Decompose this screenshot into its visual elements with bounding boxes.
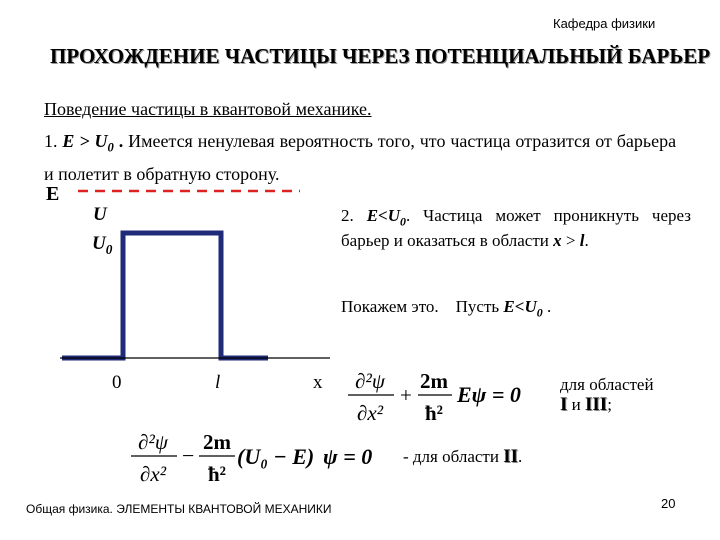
eq1-plus: + <box>400 383 412 407</box>
eq1-num-rhs: 2m <box>420 369 448 393</box>
slide-title: ПРОХОЖДЕНИЕ ЧАСТИЦЫ ЧЕРЕЗ ПОТЕНЦИАЛЬНЫЙ БАРЬЕР <box>49 44 711 68</box>
schrodinger-eq-regions-1-3 <box>344 364 534 430</box>
region-2-label: - для области II. <box>403 446 523 467</box>
case-2-paragraph: 2. $E<U_0$. Частица может проникнуть через барьер и оказаться в области x > l. <box>341 206 691 251</box>
case-1-u: $U_0$ <box>94 131 114 155</box>
eq2-num-rhs: 2m <box>203 430 231 454</box>
case-1-number: 1. <box>44 131 58 151</box>
eq1-rest: Eψ = 0 <box>457 382 521 407</box>
case-1-e: E <box>62 131 75 151</box>
schrodinger-eq-region-2 <box>127 425 389 491</box>
eq2-minus: − <box>182 443 195 468</box>
axis-x-label: x <box>313 372 323 393</box>
tick-zero: 0 <box>112 372 122 393</box>
tick-l: l <box>215 372 221 393</box>
eq2-den-lhs: ∂x² <box>140 462 166 486</box>
eq1-den-lhs: ∂x² <box>357 401 383 425</box>
eq2-den-rhs: ħ² <box>208 462 226 486</box>
potential-label: U <box>93 204 107 225</box>
case-1-paragraph: 1. $E > U_0$ . Имеется ненулевая вероятность того, что частица отразится от барьера и полетит в обратную сторону. <box>44 131 677 184</box>
barrier-height-label: $U_0$ <box>92 233 113 257</box>
eq1-num-lhs: ∂²ψ <box>355 369 385 393</box>
case-1-text: Имеется ненулевая вероятность того, что частица отразится от барьера и полетит в обратную сторону. <box>44 131 677 184</box>
slide-subtitle: Поведение частицы в квантовой механике. <box>44 99 372 119</box>
eq1-den-rhs: ħ² <box>425 401 443 425</box>
department-label: Кафедра физики <box>553 16 656 31</box>
eq2-rest: ψ = 0 <box>323 444 373 469</box>
regions-1-3-label: для областей I и III; <box>560 375 654 415</box>
show-paragraph: Покажем это. Пусть $E<U_0$ . <box>341 297 552 320</box>
energy-label: E <box>46 183 60 205</box>
eq2-num-lhs: ∂²ψ <box>138 430 168 454</box>
case-1-op: > <box>79 131 90 151</box>
footer-course: Общая физика. ЭЛЕМЕНТЫ КВАНТОВОЙ МЕХАНИКИ <box>26 502 332 516</box>
page-number: 20 <box>661 496 676 511</box>
eq2-paren: (U₀ − E) <box>237 444 315 469</box>
